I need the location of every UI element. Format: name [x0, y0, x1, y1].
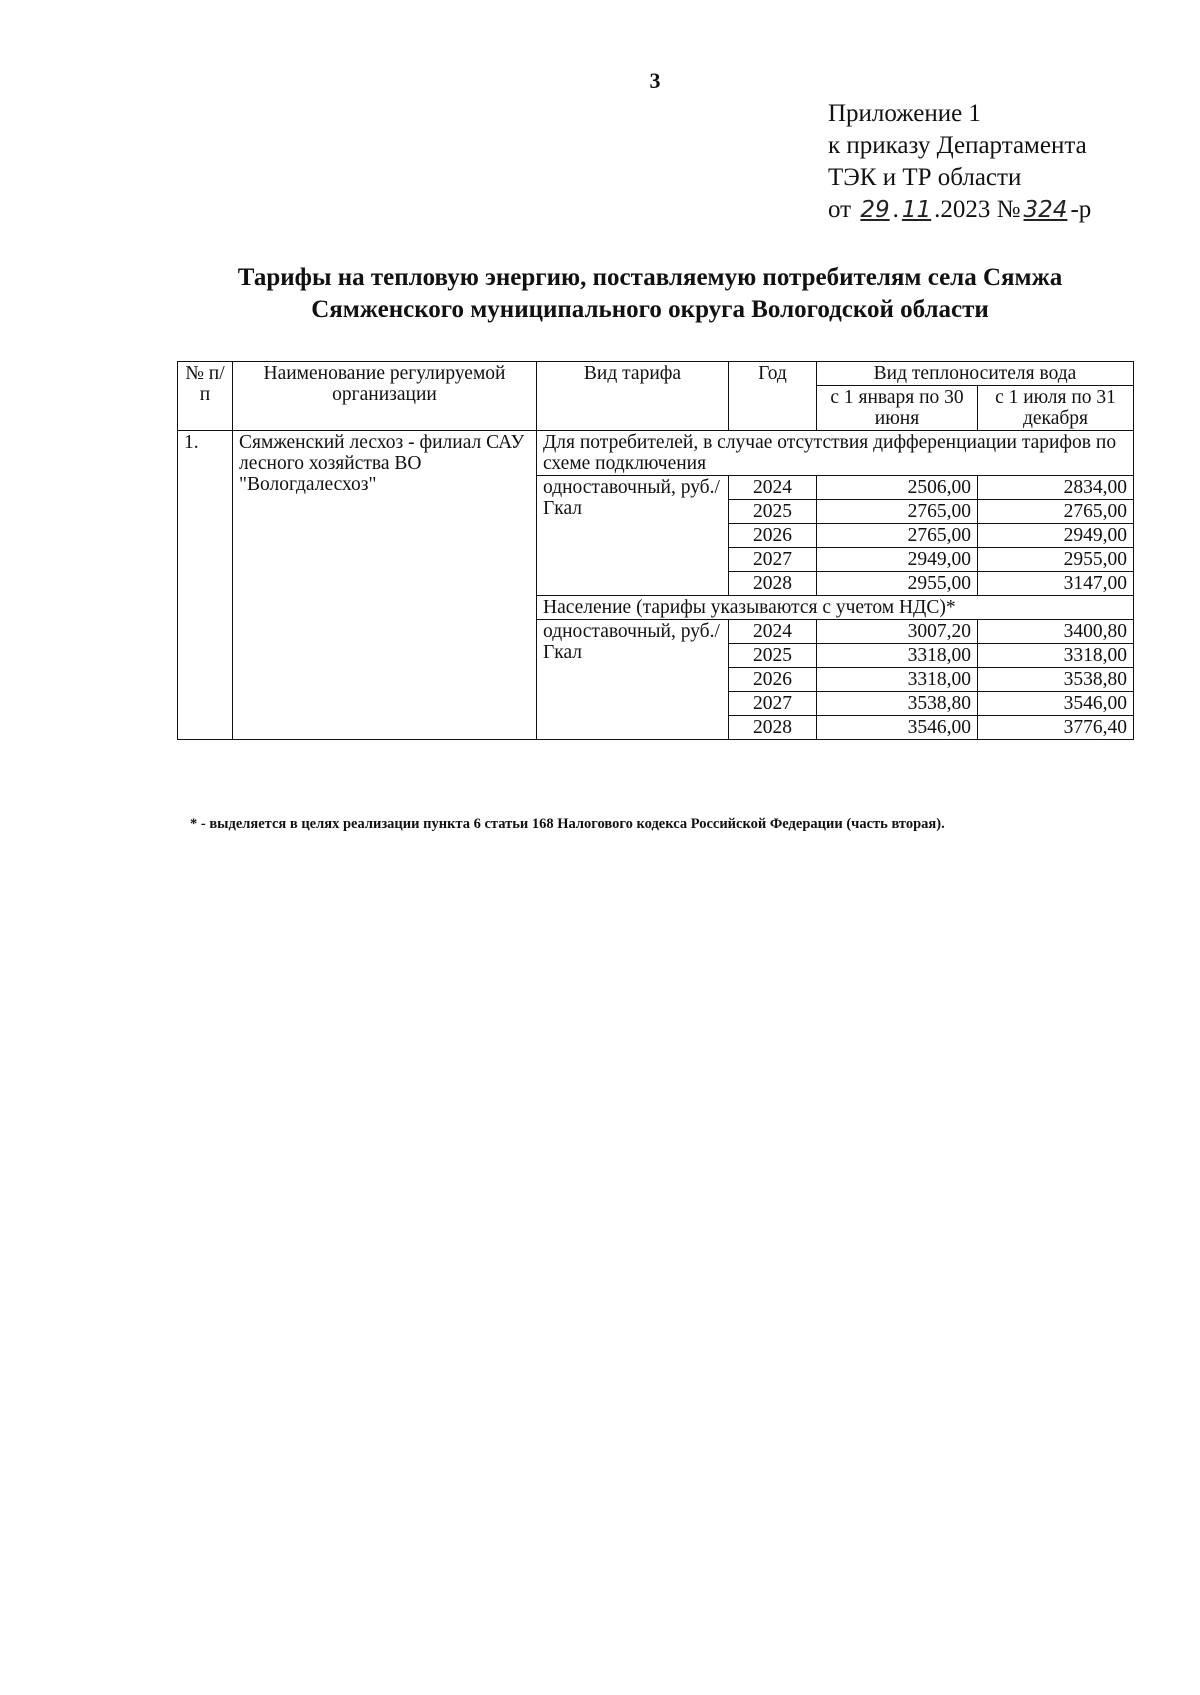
handwritten-order-number: 324	[1023, 197, 1068, 223]
tariff-table	[177, 361, 1134, 740]
year-cell: 2028	[729, 716, 817, 740]
table-header-row	[178, 362, 1134, 386]
period-1-value: 2949,00	[817, 548, 978, 572]
section-label: Население (тарифы указываются с учетом НДС)*	[537, 596, 1134, 620]
date-prefix: от	[828, 196, 852, 223]
header-tariff-type: Вид тарифа	[537, 362, 729, 431]
appendix-order-ref: к приказу Департамента	[828, 132, 1087, 159]
appendix-title: Приложение 1	[828, 100, 981, 127]
document-title	[160, 262, 1140, 326]
organization-name: Сямженский лесхоз - филиал САУ лесного хозяйства ВО "Вологдалесхоз"	[233, 431, 537, 740]
period-1-value: 3318,00	[817, 668, 978, 692]
appendix-block	[828, 98, 1091, 226]
year-cell: 2028	[729, 572, 817, 596]
period-2-value: 3318,00	[978, 644, 1134, 668]
year-cell: 2026	[729, 668, 817, 692]
appendix-date-line	[828, 194, 1091, 226]
section-label: Для потребителей, в случае отсутствия дифференциации тарифов по схеме подключения	[537, 431, 1134, 476]
date-separator: .	[892, 196, 899, 223]
period-2-value: 2834,00	[978, 476, 1134, 500]
header-year: Год	[729, 362, 817, 431]
header-period-1: с 1 января по 30 июня	[817, 386, 978, 431]
title-line-1: Тарифы на тепловую энергию, поставляемую потребителям села Сямжа	[237, 264, 1063, 291]
period-1-value: 3546,00	[817, 716, 978, 740]
footnote: * - выделяется в целях реализации пункта 6 статьи 168 Налогового кодекса Российской Федерации (часть вторая).	[190, 816, 945, 832]
period-2-value: 3400,80	[978, 620, 1134, 644]
year-cell: 2024	[729, 620, 817, 644]
order-suffix: -р	[1070, 196, 1092, 223]
period-2-value: 2765,00	[978, 500, 1134, 524]
title-line-2: Сямженского муниципального округа Вологодской области	[311, 296, 989, 323]
appendix-department: ТЭК и ТР области	[828, 164, 1022, 191]
page-number: 3	[649, 68, 661, 93]
row-number: 1.	[178, 431, 233, 740]
period-1-value: 2506,00	[817, 476, 978, 500]
handwritten-month: 11	[901, 197, 932, 223]
year-cell: 2025	[729, 500, 817, 524]
period-1-value: 2955,00	[817, 572, 978, 596]
handwritten-day: 29	[860, 197, 890, 223]
period-1-value: 3538,80	[817, 692, 978, 716]
header-org: Наименование регулируемой организации	[233, 362, 537, 431]
period-1-value: 2765,00	[817, 500, 978, 524]
period-2-value: 2955,00	[978, 548, 1134, 572]
period-2-value: 3546,00	[978, 692, 1134, 716]
period-2-value: 3776,40	[978, 716, 1134, 740]
tariff-type: одноставочный, руб./Гкал	[537, 620, 729, 740]
year-cell: 2027	[729, 692, 817, 716]
period-1-value: 3318,00	[817, 644, 978, 668]
date-year: .2023 №	[934, 196, 1021, 223]
header-num: № п/п	[178, 362, 233, 431]
year-cell: 2025	[729, 644, 817, 668]
period-2-value: 2949,00	[978, 524, 1134, 548]
year-cell: 2027	[729, 548, 817, 572]
period-1-value: 3007,20	[817, 620, 978, 644]
header-carrier: Вид теплоносителя вода	[817, 362, 1134, 386]
header-period-2: с 1 июля по 31 декабря	[978, 386, 1134, 431]
period-1-value: 2765,00	[817, 524, 978, 548]
period-2-value: 3147,00	[978, 572, 1134, 596]
section-row	[178, 431, 1134, 476]
year-cell: 2026	[729, 524, 817, 548]
period-2-value: 3538,80	[978, 668, 1134, 692]
year-cell: 2024	[729, 476, 817, 500]
tariff-type: одноставочный, руб./Гкал	[537, 476, 729, 596]
